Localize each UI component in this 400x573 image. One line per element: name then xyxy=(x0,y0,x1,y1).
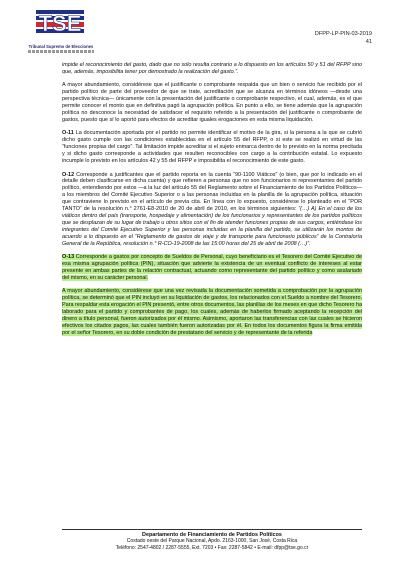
page-number: 41 xyxy=(365,38,372,45)
document-body xyxy=(62,62,362,343)
reference-code: DFPP-LP-PIN-03-2019 xyxy=(314,31,372,37)
paragraph-2: A mayor abundamiento, considérese que el justificante o comprobante respalda que un bien o servicio fue recibido por el partido político de parte del proveedor de que se trate, acreditación que se alcanza en términos idóneos —desde una perspectiva técnica— únicamente con la presentación del justificante o comprobante respectivo, el cual, además, es el que permite conocer el monto que en definitiva pagó la agrupación política. En punto a ello, se tiene además que la agrupación política no desconoce la necesidad de satisfacer el requisito referido a la presentación del justificante o comprobante de gastos, puesto que sí lo aportó para efectos de acreditar iguales erogaciones en esta misma liquidación. xyxy=(62,82,362,123)
paragraph-o11 xyxy=(62,130,362,165)
logo-caption: Tribunal Supremo de Elecciones xyxy=(28,44,94,49)
paragraph-o13 xyxy=(62,254,362,282)
observation-o12-label: O-12 xyxy=(62,171,75,178)
footer-department: Departamento de Financiamiento de Partidos Políticos xyxy=(142,531,282,538)
paragraph-1: impide el reconocimiento del gasto, dado que no solo resulta contrario a lo dispuesto en los artículos 50 y 51 del RFPP sino que, además, imposibilita tener por demostrado la realización del gasto.”. xyxy=(62,62,362,75)
observation-o13-label: O-13 xyxy=(62,254,75,261)
observation-o12-quote: “(…) A) En el caso de los viáticos dentro del país (transporte, hospedaje y alimentación) de los funcionarios y representantes de los partidos políticos que se desplazan de su lugar de trabajo u otros sitios con el fin de atender funciones propias de sus cargos, entiéndase los integrantes del Comité Ejecutivo Superior y las personas incluidas en la planilla del partido, se utilizarán los montos de acuerdo a lo dispuesto en el “Reglamento de gastos de viaje y de transporte para funcionario públicos” de la Contraloría General de la República, resolución n.° R-CO-19-2008 de las 15:00 horas del 25 de abril de 2008 (…)”. xyxy=(62,206,362,247)
observation-o11-label: O-11 xyxy=(62,130,74,137)
highlight-o13 xyxy=(62,254,362,281)
footer-contact: Teléfono: 2547-4802 / 2287-5555, Ext. 7203 • Fax: 2287-5842 • E-mail: dfpp@tse.go.cr xyxy=(115,545,309,552)
observation-o11-text: La documentación aportada por el partido no permite identificar el motivo de la gira, si la persona a la que se cubrió dicho gasto cumple con las condiciones establecidas en el artículo 55 del RFPP, o si este se realizó en virtud de las “funciones propias del cargo”. Tal limitación impide acreditar si el sujeto enmarca dentro de lo previsto en la norma precitada y si dicho gasto corresponde a actividades que resulten reconocibles con cargo a la contribución estatal. Lo expuesto incumple lo previsto en los artículos 42 y 55 del RFPP e imposibilita el reconocimiento de este gasto. xyxy=(62,130,362,165)
page-footer xyxy=(62,529,362,552)
observation-o13-text: Corresponde a gastos por concepto de Sueldos de Personal, cuyo beneficiario es el Tesorero del Comité Ejecutivo de esa misma agrupación política (PIN), situación que advierte la existencia de un eventual conflicto de intereses al estar presente en ambas partes de la relación contractual, actuando como representante del partido político y como asalariado del mismo, en su carácter personal. xyxy=(62,254,362,281)
highlight-paragraph-6: A mayor abundamiento, considérese que una vez revisada la documentación sometida a comprobación por la agrupación política, se determinó que el PIN incluyó en su liquidación de gastos, los relacionados con el Sueldo a nombre del Tesorero. Para respaldar esta erogación el PIN presentó, entre otros documentos, las planillas de los meses en que dicho Tesorero ha laborado para el partido y comprobantes de pago, los cuales, además de haberlos firmado aceptando la recepción del dinero a título personal, fueron autorizados por él mismo. Asimismo, aportaron las transferencias con las cuales se hicieron efectivos los citados pagos, las cuales también fueron autorizadas por él. En todos los documentos figura la firma emitida por el señor Tesorero, en su doble condición de prestatario del servicio y de representante de la referida xyxy=(62,288,362,336)
logo-underline xyxy=(28,50,94,53)
footer-address: Costado oeste del Parque Nacional, Apdo. 2163-1000, San José, Costa Rica xyxy=(126,538,298,545)
footer-rule xyxy=(62,529,362,530)
tse-logo-icon xyxy=(30,4,90,46)
svg-text:TSE: TSE xyxy=(38,11,82,36)
observation-o12-text: Corresponde a justificantes que el partido reporta en la cuenta “90-1100 Viáticos” (o bien, que por lo indicado en el detalle deben clasificarse en dicha cuenta) y que refieren a personas que no son funcionarios ni representantes del partido político, entendiendo por estos —a la luz del artículo 55 del Reglamento sobre el Financiamiento de los Partidos Políticos— a los miembros del Comité Ejecutivo Superior o a las personas incluidas en la planilla de la agrupación política, situación que contraviene lo previsto en el artículo de previa cita. En línea con lo expuesto, considérese lo planteado en el “POR TANTO” de la resolución n.° 2761-E8-2010 de 20 de abril de 2010, en los términos siguientes: xyxy=(62,171,362,213)
paragraph-o12 xyxy=(62,172,362,248)
paragraph-6 xyxy=(62,288,362,336)
reference-block xyxy=(315,31,372,46)
